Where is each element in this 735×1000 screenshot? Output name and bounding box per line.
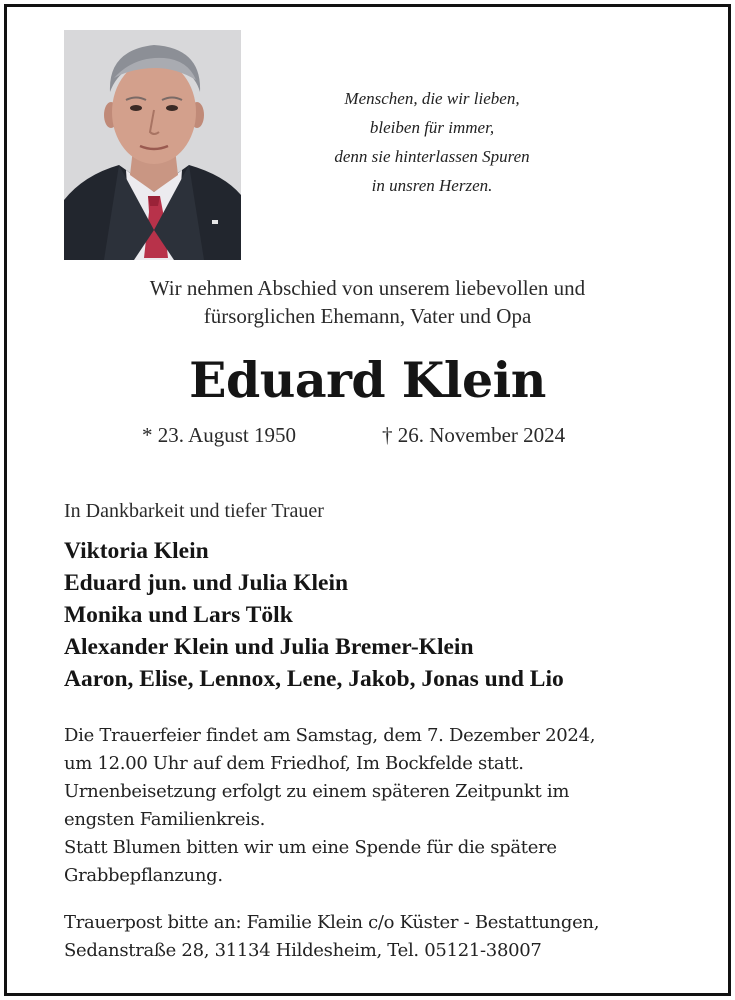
mourner-name: Monika und Lars Tölk xyxy=(64,602,293,628)
deceased-name: Eduard Klein xyxy=(189,351,546,409)
contact-line: Sedanstraße 28, 31134 Hildesheim, Tel. 05121-38007 xyxy=(64,940,542,961)
memorial-poem xyxy=(267,84,597,200)
birth-date: * 23. August 1950 xyxy=(142,423,297,447)
ceremony-line: Grabbepflanzung. xyxy=(64,865,223,886)
farewell-intro xyxy=(7,274,728,330)
obituary-frame xyxy=(4,4,731,996)
intro-line-1: Wir nehmen Abschied von unserem liebevollen und xyxy=(149,276,586,300)
poem-line: denn sie hinterlassen Spuren xyxy=(334,147,530,166)
mourning-intro: In Dankbarkeit und tiefer Trauer xyxy=(64,500,324,522)
ceremony-line: Statt Blumen bitten wir um eine Spende für die spätere xyxy=(64,837,557,858)
poem-line: in unsren Herzen. xyxy=(371,176,493,195)
mourner-name: Viktoria Klein xyxy=(64,538,209,564)
ceremony-info xyxy=(64,722,684,890)
mourner-name: Eduard jun. und Julia Klein xyxy=(64,570,349,596)
contact-info xyxy=(64,909,694,965)
mourner-name: Aaron, Elise, Lennox, Lene, Jakob, Jonas und Lio xyxy=(64,666,564,692)
death-date: † 26. November 2024 xyxy=(382,423,566,447)
ceremony-line: engsten Familienkreis. xyxy=(64,809,266,830)
contact-line: Trauerpost bitte an: Familie Klein c/o Küster - Bestattungen, xyxy=(64,912,600,933)
portrait-photo xyxy=(64,30,241,260)
poem-line: bleiben für immer, xyxy=(369,118,495,137)
ceremony-line: Die Trauerfeier findet am Samstag, dem 7. Dezember 2024, xyxy=(64,725,596,746)
ceremony-line: Urnenbeisetzung erfolgt zu einem späteren Zeitpunkt im xyxy=(64,781,570,802)
poem-line: Menschen, die wir lieben, xyxy=(344,89,520,108)
mourner-list xyxy=(64,535,564,695)
ceremony-line: um 12.00 Uhr auf dem Friedhof, Im Bockfelde statt. xyxy=(64,753,524,774)
intro-line-2: fürsorglichen Ehemann, Vater und Opa xyxy=(203,304,532,328)
mourner-name: Alexander Klein und Julia Bremer-Klein xyxy=(64,634,474,660)
